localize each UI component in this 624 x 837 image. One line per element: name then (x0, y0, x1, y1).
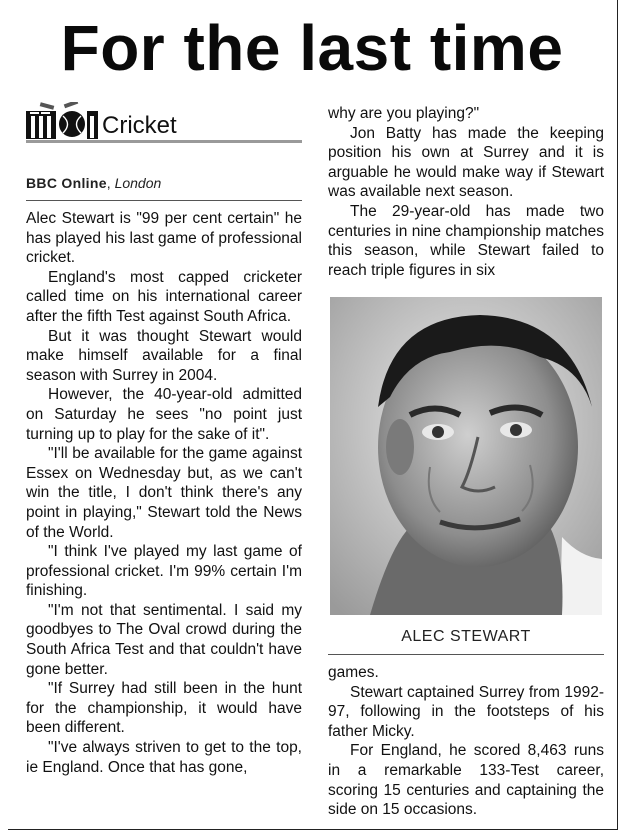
paragraph: England's most capped cricketer called time on his international career after the fifth Test against South Africa. (26, 268, 302, 325)
caption-rule (328, 654, 604, 655)
paragraph: The 29-year-old has made two centuries in nine championship matches this season, while Stewart failed to reach triple figures in six (328, 202, 604, 279)
paragraph: why are you playing?" (328, 105, 480, 122)
photo-caption: ALEC STEWART (401, 628, 531, 645)
portrait-photo (330, 297, 602, 615)
byline-city: London (114, 175, 162, 191)
paragraph: Jon Batty has made the keeping position his own at Surrey and it is arguable he would make way if Stewart was available next season. (328, 124, 604, 201)
paragraph: For England, he scored 8,463 runs in a remarkable 133-Test career, scoring 15 centuries and captaining the side on 15 occasions. (328, 742, 604, 819)
page-border-right (617, 0, 618, 830)
byline-outlet: BBC Online (26, 175, 107, 191)
paragraph: However, the 40-year-old admitted on Saturday he sees "no point just turning up to play for the sake of it". (26, 386, 302, 443)
section-label: Cricket (102, 112, 177, 139)
cricket-stumps-ball-icon (26, 102, 98, 140)
paragraph: Stewart captained Surrey from 1992-97, following in the footsteps of his father Micky. (328, 683, 604, 740)
section-rule (26, 140, 302, 143)
article-column-left (26, 209, 302, 777)
article-column-right-bottom (328, 663, 604, 820)
article-column-right-top (328, 104, 604, 280)
byline: BBC Online, London (26, 175, 162, 191)
paragraph: But it was thought Stewart would make himself available for a final season with Surrey in 2004. (26, 327, 302, 384)
headline: For the last time (60, 12, 564, 84)
page-border-bottom (8, 829, 618, 830)
paragraph: "I'm not that sentimental. I said my goodbyes to The Oval crowd during the South Africa Test and that couldn't have gone better. (26, 601, 302, 678)
section-header (26, 102, 302, 144)
paragraph: "I think I've played my last game of professional cricket. I'm 99% certain I'm finishing. (26, 543, 302, 600)
paragraph: "I've always striven to get to the top, ie England. Once that has gone, (26, 739, 302, 776)
paragraph: "If Surrey had still been in the hunt for the championship, it would have been different. (26, 680, 302, 737)
byline-rule (26, 200, 302, 201)
portrait-illustration (330, 297, 602, 615)
paragraph: games. (328, 664, 379, 681)
paragraph: "I'll be available for the game against Essex on Wednesday but, as we can't win the title, I don't think there's any point in playing," Stewart told the News of the World. (26, 445, 302, 541)
paragraph: Alec Stewart is "99 per cent certain" he has played his last game of professional cricket. (26, 210, 302, 267)
